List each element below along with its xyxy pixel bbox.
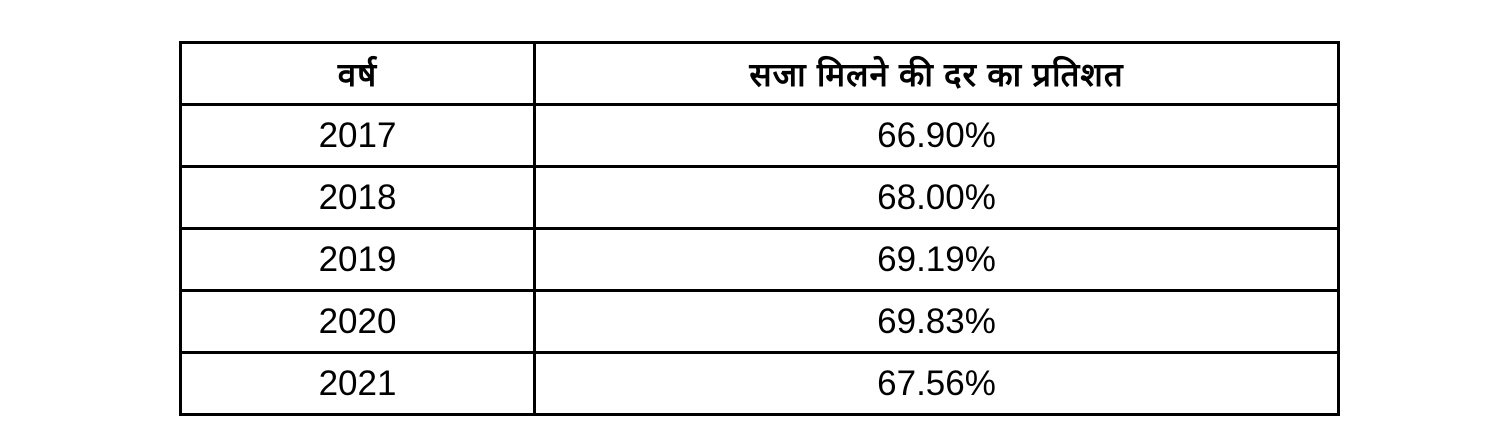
year-cell: 2019 bbox=[181, 229, 535, 291]
column-header-year: वर्ष bbox=[181, 43, 535, 105]
conviction-rate-table bbox=[179, 41, 1340, 416]
table-header-row bbox=[181, 43, 1339, 105]
rate-cell: 67.56% bbox=[535, 353, 1339, 415]
rate-cell: 68.00% bbox=[535, 167, 1339, 229]
table-row bbox=[181, 291, 1339, 353]
rate-cell: 66.90% bbox=[535, 105, 1339, 167]
year-cell: 2018 bbox=[181, 167, 535, 229]
table-row bbox=[181, 167, 1339, 229]
year-cell: 2017 bbox=[181, 105, 535, 167]
table-row bbox=[181, 229, 1339, 291]
rate-cell: 69.83% bbox=[535, 291, 1339, 353]
table-row bbox=[181, 353, 1339, 415]
table-row bbox=[181, 105, 1339, 167]
year-cell: 2020 bbox=[181, 291, 535, 353]
column-header-conviction-rate: सजा मिलने की दर का प्रतिशत bbox=[535, 43, 1339, 105]
year-cell: 2021 bbox=[181, 353, 535, 415]
rate-cell: 69.19% bbox=[535, 229, 1339, 291]
